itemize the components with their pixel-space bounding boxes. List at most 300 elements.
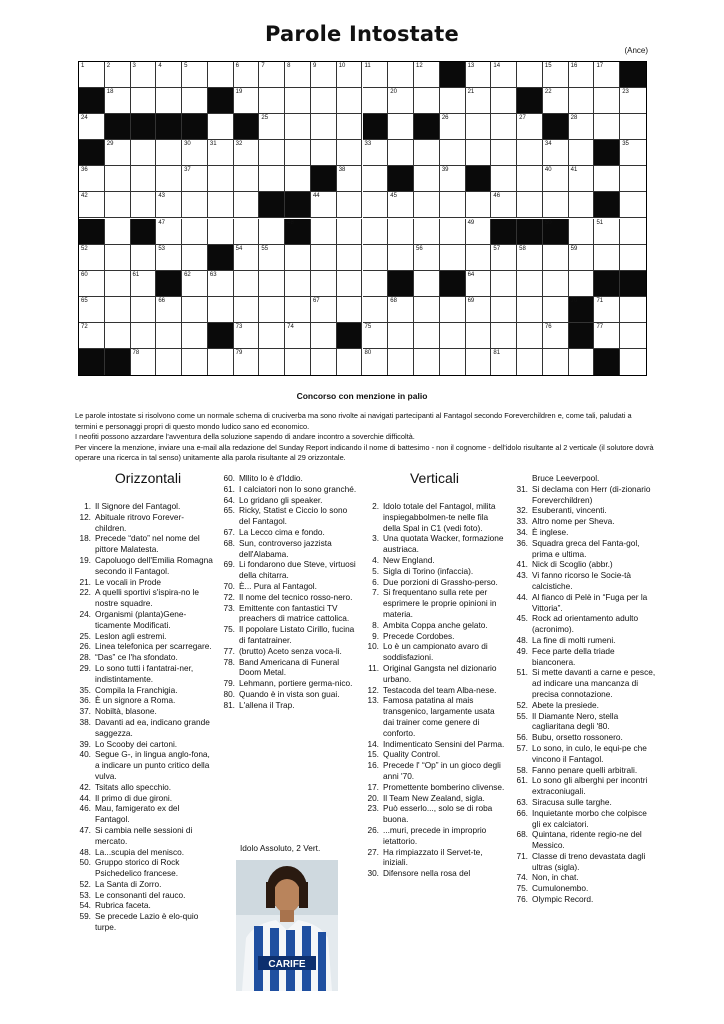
grid-cell (79, 192, 105, 218)
clue-text: Original Gangsta nel dizionario urbano. (383, 662, 497, 684)
clue-item (218, 592, 358, 603)
cell-number: 32 (235, 141, 243, 148)
clue-number: 69. (223, 559, 235, 570)
clue-text: Mau, famigerato ex del Fantagol. (95, 803, 180, 825)
clue-number: 37. (79, 706, 91, 717)
clue-text: Si cambia nelle sessioni di mercato. (95, 824, 193, 846)
grid-cell (440, 297, 466, 323)
grid-cell (156, 192, 182, 218)
cell-number: 15 (544, 63, 552, 69)
grid-cell (363, 219, 389, 245)
grid-cell (620, 245, 646, 271)
cell-number: 16 (570, 63, 578, 69)
grid-cell (414, 166, 440, 192)
grid-cell (208, 166, 234, 192)
cell-number: 67 (312, 297, 320, 304)
grid-cell (105, 323, 131, 349)
cell-number: 61 (132, 271, 140, 278)
grid-cell (182, 140, 208, 166)
clue-item (511, 646, 656, 668)
grid-cell (131, 323, 157, 349)
clue-item (74, 663, 213, 685)
grid-cell (79, 166, 105, 192)
grid-cell (414, 140, 440, 166)
grid-cell (234, 245, 260, 271)
grid-cell (285, 140, 311, 166)
grid-cell (620, 88, 646, 114)
black-cell (388, 271, 414, 297)
clue-number: 23. (367, 803, 379, 814)
clue-number: 34. (516, 526, 528, 537)
clue-number: 45. (516, 613, 528, 624)
clue-text: Si declama con Herr (di-zionario Foreverchildren) (532, 483, 651, 505)
cell-number: 81 (493, 349, 501, 356)
grid-cell (594, 297, 620, 323)
clue-item (74, 879, 213, 890)
cell-number: 54 (235, 245, 243, 252)
grid-cell (491, 323, 517, 349)
cell-number: 50 (544, 219, 552, 226)
clue-number: 44. (79, 792, 91, 803)
clue-item (74, 890, 213, 901)
clue-item (511, 775, 656, 797)
clue-number: 32. (516, 505, 528, 516)
cell-number: 36 (81, 167, 88, 174)
clue-item (362, 685, 507, 696)
grid-cell (105, 62, 131, 88)
cell-number: 42 (81, 193, 88, 200)
grid-cell (440, 245, 466, 271)
clue-number: 49. (516, 645, 528, 656)
clue-item (362, 760, 507, 782)
clue-number: 63. (516, 796, 528, 807)
grid-cell (311, 323, 337, 349)
clue-item (511, 505, 656, 516)
clue-item (218, 473, 358, 484)
clue-number: 27. (367, 846, 379, 857)
grid-cell (182, 62, 208, 88)
grid-cell (594, 245, 620, 271)
clue-number: 3. (372, 533, 379, 544)
grid-cell (594, 166, 620, 192)
clue-text: Rock ad orientamento adulto (acronimo). (532, 613, 639, 635)
cell-number: 3 (132, 63, 136, 69)
grid-cell (105, 219, 131, 245)
clue-item (511, 797, 656, 808)
cell-number: 73 (235, 323, 243, 330)
black-cell (234, 114, 260, 140)
grid-cell (182, 166, 208, 192)
grid-cell (131, 166, 157, 192)
clue-number: 40. (79, 749, 91, 760)
clue-text: Olympic Record. (532, 894, 594, 905)
grid-cell (363, 192, 389, 218)
cell-number: 51 (596, 219, 604, 226)
clue-number: 9. (372, 630, 379, 641)
clue-text: Cumulonembo. (532, 883, 589, 894)
black-cell (285, 192, 311, 218)
grid-cell (182, 271, 208, 297)
grid-cell (337, 349, 363, 375)
clue-text: Il primo di due gironi. (95, 792, 173, 803)
clue-item (74, 825, 213, 847)
clue-text: Lo è un campionato avaro di soddisfazioni. (383, 641, 488, 663)
clue-text: La fine di molti rumeni. (532, 634, 616, 645)
grid-cell (517, 297, 543, 323)
black-cell (620, 62, 646, 88)
clue-text: Lo gridano gli speaker. (239, 494, 323, 505)
clue-number: 19. (79, 554, 91, 565)
grid-cell (182, 349, 208, 375)
cell-number: 31 (209, 141, 217, 148)
clue-number: 1. (84, 501, 91, 511)
clue-number: 67. (223, 526, 235, 537)
cell-number: 9 (312, 63, 317, 69)
grid-cell (363, 271, 389, 297)
clue-text: L'allena il Trap. (239, 699, 295, 710)
clue-text: Quality Control. (383, 749, 441, 760)
cell-number: 24 (81, 115, 88, 122)
grid-cell (285, 62, 311, 88)
clue-item (218, 624, 358, 646)
clue-item (362, 739, 507, 750)
cell-number: 70 (570, 297, 578, 304)
grid-cell (543, 88, 569, 114)
clue-number: 59. (79, 911, 91, 922)
player-photo (236, 860, 338, 991)
grid-cell (466, 297, 492, 323)
grid-cell (491, 297, 517, 323)
grid-cell (620, 140, 646, 166)
clue-text: Segue G-, in lingua anglo-fona, a indicare un punto critico della vulva. (95, 749, 210, 781)
grid-cell (337, 297, 363, 323)
grid-cell (363, 245, 389, 271)
grid-cell (466, 140, 492, 166)
grid-cell (388, 88, 414, 114)
clue-item (218, 646, 358, 657)
grid-cell (620, 323, 646, 349)
clue-text: Promettente bomberino clivense. (383, 781, 505, 792)
grid-cell (259, 114, 285, 140)
clue-number: 61. (516, 775, 528, 786)
clue-item (511, 872, 656, 883)
clue-number: 76. (516, 894, 528, 905)
grid-cell (208, 349, 234, 375)
clue-text: È un signore a Roma. (95, 695, 176, 706)
intro-text (75, 411, 655, 464)
clue-text: Testacoda del team Alba-nese. (383, 684, 497, 695)
grid-cell (208, 219, 234, 245)
clue-text: Ambita Coppa anche gelato. (383, 619, 488, 630)
cell-number: 71 (596, 297, 604, 304)
clue-item (511, 484, 656, 506)
grid-cell (234, 323, 260, 349)
clue-item (511, 613, 656, 635)
grid-cell (517, 323, 543, 349)
grid-cell (285, 166, 311, 192)
grid-cell (491, 140, 517, 166)
clue-number: 78. (223, 656, 235, 667)
grid-cell (234, 271, 260, 297)
clue-item (74, 782, 213, 793)
grid-cell (517, 114, 543, 140)
grid-cell (594, 114, 620, 140)
clue-text: Emittente con fantastici TV preachers di matrice cattolica. (239, 602, 350, 624)
verticali-heading: Verticali (409, 470, 460, 486)
black-cell (569, 323, 595, 349)
cell-number: 12 (416, 63, 423, 69)
clue-text: Due porzioni di Grassho-perso. (383, 576, 498, 587)
black-cell (517, 88, 543, 114)
cell-number: 29 (106, 141, 114, 148)
grid-cell (259, 349, 285, 375)
cell-number: 80 (364, 349, 372, 356)
clue-number: 13. (367, 695, 379, 706)
grid-cell (440, 192, 466, 218)
orizzontali-list-2 (218, 473, 358, 711)
cell-number: 58 (519, 245, 526, 252)
grid-cell (388, 349, 414, 375)
grid-cell (620, 166, 646, 192)
grid-cell (466, 245, 492, 271)
clue-item (511, 473, 656, 484)
clue-item (362, 587, 507, 619)
cell-number: 18 (106, 89, 114, 96)
grid-cell (105, 88, 131, 114)
clue-text: Li fondarono due Steve, virtuosi della chitarra. (239, 559, 356, 581)
grid-cell (259, 219, 285, 245)
clue-number: 75. (516, 883, 528, 894)
black-cell (79, 140, 105, 166)
cell-number: 21 (467, 89, 475, 96)
clue-item (511, 883, 656, 894)
grid-cell (337, 88, 363, 114)
clue-text: Band Americana di Funeral Doom Metal. (239, 656, 340, 678)
black-cell (311, 166, 337, 192)
grid-cell (569, 219, 595, 245)
grid-cell (414, 192, 440, 218)
clue-text: Le consonanti del rauco. (95, 889, 186, 900)
black-cell (569, 297, 595, 323)
grid-cell (594, 88, 620, 114)
grid-cell (105, 297, 131, 323)
grid-cell (105, 245, 131, 271)
grid-cell (156, 323, 182, 349)
grid-cell (311, 349, 337, 375)
grid-cell (311, 88, 337, 114)
cell-number: 44 (312, 193, 320, 200)
cell-number: 14 (493, 63, 501, 69)
grid-cell (79, 114, 105, 140)
clue-item (511, 667, 656, 699)
black-cell (156, 114, 182, 140)
black-cell (517, 219, 543, 245)
clue-item (74, 501, 213, 512)
grid-cell (466, 219, 492, 245)
cell-number: 69 (467, 297, 475, 304)
grid-cell (337, 166, 363, 192)
clue-item (362, 825, 507, 847)
black-cell (182, 114, 208, 140)
clue-text: Sun, controverso jazzista dell'Alabama. (239, 537, 332, 559)
clue-item (362, 868, 507, 879)
black-cell (79, 349, 105, 375)
cell-number: 39 (441, 167, 449, 174)
clue-item (511, 743, 656, 765)
clue-text: Siracusa sulle targhe. (532, 796, 612, 807)
grid-cell (491, 88, 517, 114)
clue-item (511, 538, 656, 560)
grid-cell (208, 140, 234, 166)
black-cell (440, 62, 466, 88)
grid-cell (363, 349, 389, 375)
verticali-list-2 (511, 473, 656, 905)
clue-number: 48. (79, 846, 91, 857)
grid-cell (285, 349, 311, 375)
cell-number: 66 (158, 297, 165, 304)
cell-number: 47 (158, 219, 165, 226)
black-cell (543, 219, 569, 245)
clue-item (362, 749, 507, 760)
cell-number: 45 (390, 193, 397, 200)
clue-item (218, 484, 358, 495)
clue-text: Bruce Leeverpool. (532, 473, 600, 483)
grid-cell (414, 245, 440, 271)
clue-item (74, 609, 213, 631)
grid-cell (414, 323, 440, 349)
clue-item (362, 566, 507, 577)
grid-cell (131, 271, 157, 297)
clue-item (362, 803, 507, 825)
grid-cell (259, 323, 285, 349)
clue-text: Idolo totale del Fantagol, milita inspiegabbolmen-te nelle fila della Spal in C1 (vedi foto). (383, 501, 496, 533)
black-cell (208, 245, 234, 271)
grid-cell (466, 323, 492, 349)
cell-number: 17 (596, 63, 604, 69)
grid-cell (131, 297, 157, 323)
grid-cell (388, 245, 414, 271)
grid-cell (440, 219, 466, 245)
grid-cell (105, 271, 131, 297)
black-cell (131, 219, 157, 245)
clue-text: La Lecco cima e fondo. (239, 526, 325, 537)
clue-text: New England. (383, 554, 435, 565)
cell-number: 38 (338, 167, 346, 174)
cell-number: 68 (390, 297, 397, 304)
cell-number: 40 (544, 167, 552, 174)
grid-cell (620, 192, 646, 218)
cell-number: 56 (416, 245, 423, 252)
clue-item (362, 847, 507, 869)
cell-number: 28 (570, 115, 578, 122)
grid-cell (594, 323, 620, 349)
clue-item (74, 857, 213, 879)
cell-number: 35 (622, 141, 629, 148)
black-cell (337, 323, 363, 349)
grid-cell (491, 271, 517, 297)
clue-number: 26. (79, 641, 91, 652)
clue-number: 74. (516, 872, 528, 883)
grid-cell (311, 140, 337, 166)
grid-cell (543, 323, 569, 349)
grid-cell (569, 140, 595, 166)
clue-text: Indimenticato Sensini del Parma. (383, 738, 505, 749)
cell-number: 30 (184, 141, 191, 148)
intro-paragraph: Per vincere la menzione, inviare una e-mail alla redazione del Sunday Report indicando il nome di battesimo - non il cognome - dell'idolo risultante al 2 verticale (il solutore dovrà operare una ricerca in tal senso) unitamente alla parola risultante al 29 orizzontale. (75, 442, 654, 462)
clue-text: “Das” ce l'ha sfondato. (95, 652, 178, 663)
grid-cell (182, 297, 208, 323)
grid-cell (569, 62, 595, 88)
grid-cell (517, 245, 543, 271)
clue-item (511, 635, 656, 646)
clue-item (74, 533, 213, 555)
crossword-grid (78, 61, 647, 376)
grid-cell (440, 349, 466, 375)
cell-number: 48 (287, 219, 294, 226)
grid-cell (234, 297, 260, 323)
clue-number: 7. (372, 587, 379, 598)
black-cell (466, 166, 492, 192)
grid-cell (569, 88, 595, 114)
grid-cell (234, 166, 260, 192)
cell-number: 77 (596, 323, 604, 330)
grid-cell (131, 88, 157, 114)
clue-text: Precede Cordobes. (383, 630, 455, 641)
clue-text: Capoluogo dell'Emilia Romagna secondo il Fantagol. (95, 554, 213, 576)
grid-cell (234, 349, 260, 375)
black-cell (105, 114, 131, 140)
clue-item (74, 717, 213, 739)
grid-cell (259, 140, 285, 166)
grid-cell (388, 114, 414, 140)
grid-cell (182, 219, 208, 245)
clue-number: 5. (372, 565, 379, 576)
grid-cell (259, 88, 285, 114)
clue-number: 48. (516, 634, 528, 645)
clue-text: (brutto) Aceto senza voca-li. (239, 645, 342, 656)
clue-number: 12. (79, 511, 91, 522)
clue-number: 31. (516, 483, 528, 494)
cell-number: 57 (493, 245, 501, 252)
grid-cell (569, 192, 595, 218)
grid-cell (311, 114, 337, 140)
clue-number: 73. (223, 602, 235, 613)
clue-number: 71. (516, 850, 528, 861)
grid-cell (311, 219, 337, 245)
grid-cell (363, 166, 389, 192)
clue-item (362, 577, 507, 588)
clue-number: 35. (79, 684, 91, 695)
clue-number: 54. (79, 900, 91, 911)
grid-cell (517, 166, 543, 192)
clue-item (74, 631, 213, 642)
clue-number: 18. (79, 533, 91, 544)
clue-number: 81. (223, 699, 235, 710)
clue-text: Le vocali in Prode (95, 576, 161, 587)
grid-cell (208, 271, 234, 297)
cell-number: 25 (261, 115, 269, 122)
cell-number: 79 (235, 349, 243, 356)
cell-number: 10 (338, 63, 346, 69)
cell-number: 63 (209, 271, 217, 278)
clue-text: Lo sono, in culo, le equi-pe che vincono il Fantagol. (532, 742, 647, 764)
grid-cell (491, 245, 517, 271)
grid-cell (466, 271, 492, 297)
clue-text: Lo Scooby dei cartoni. (95, 738, 178, 749)
clue-text: Il Signore del Fantagol. (95, 501, 181, 511)
clue-text: La Santa di Zorro. (95, 878, 162, 889)
cell-number: 62 (184, 271, 191, 278)
